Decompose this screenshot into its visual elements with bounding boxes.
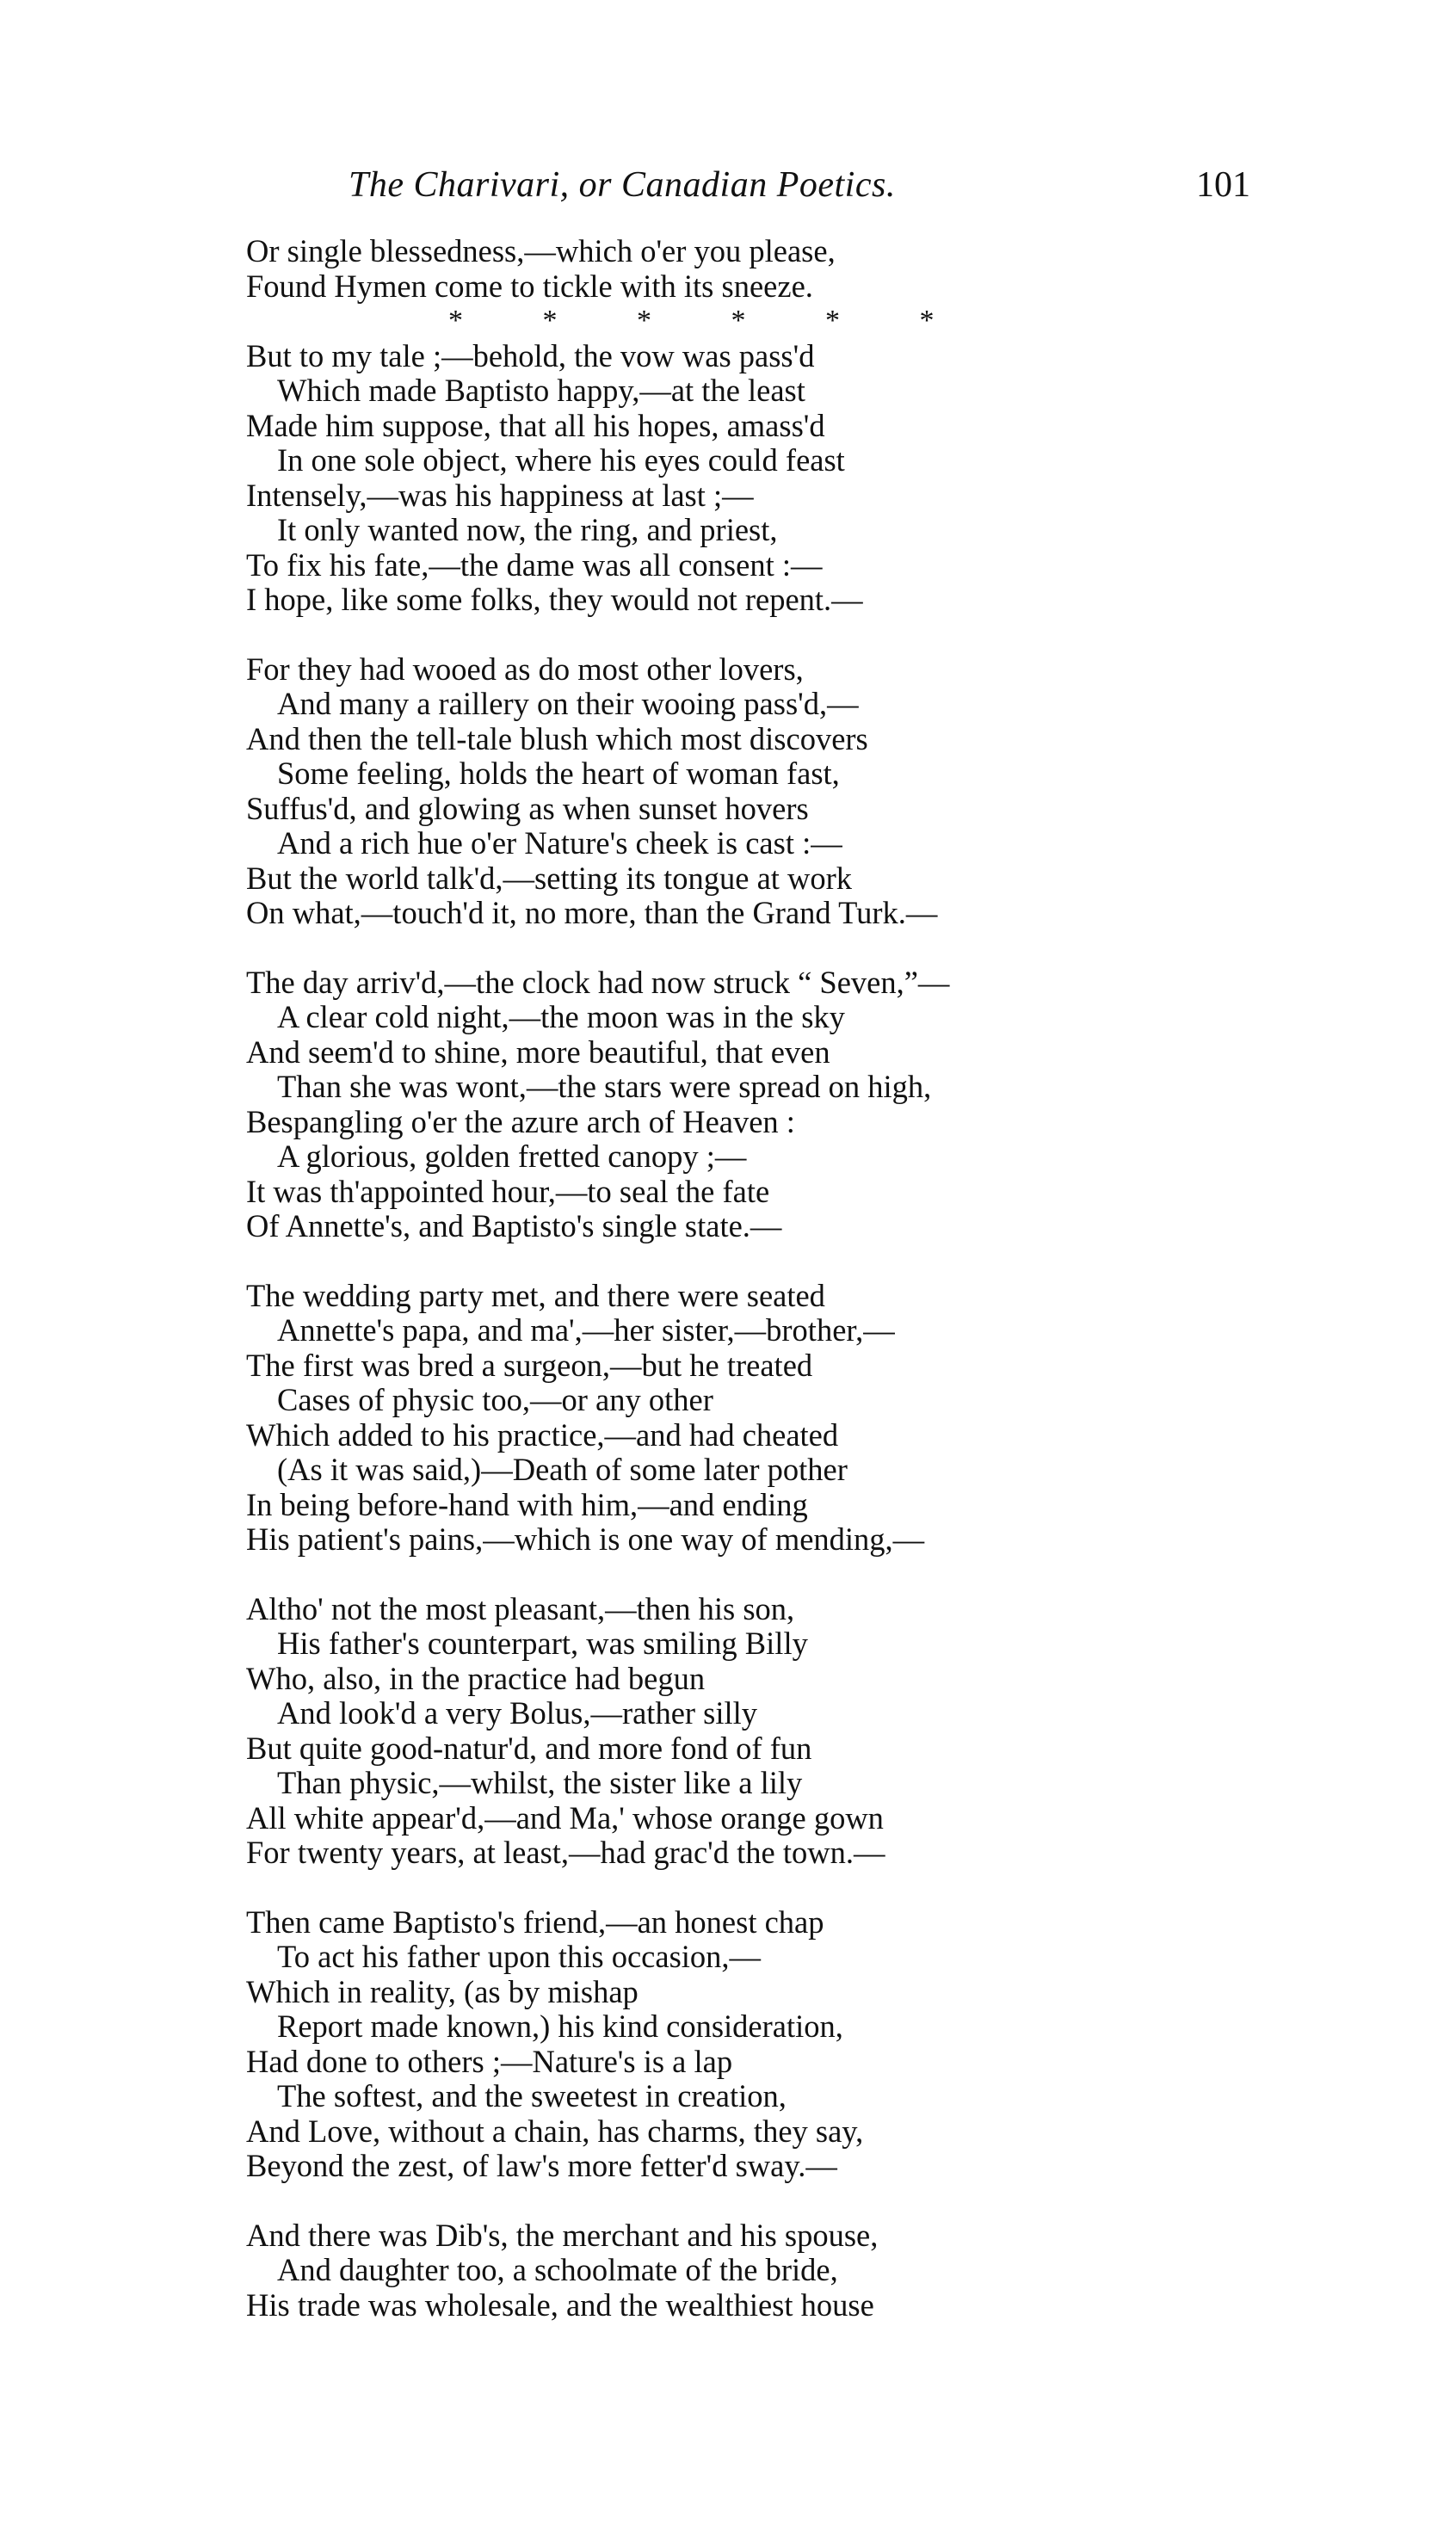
- verse-line: And Love, without a chain, has charms, they say,: [246, 2113, 864, 2149]
- verse-line: Annette's papa, and ma',—her sister,—brother,—: [277, 1312, 895, 1348]
- verse-line: Than she was wont,—the stars were spread on high,: [277, 1069, 932, 1104]
- verse-line: Beyond the zest, of law's more fetter'd sway.—: [246, 2148, 837, 2183]
- verse-line: Or single blessedness,—which o'er you please,: [246, 233, 836, 268]
- verse-line: In being before-hand with him,—and ending: [246, 1486, 808, 1522]
- verse-line: And look'd a very Bolus,—rather silly: [277, 1695, 758, 1731]
- running-head: [0, 162, 1456, 213]
- verse-line: Cases of physic too,—or any other: [277, 1382, 713, 1417]
- stanza: [246, 1279, 1236, 1558]
- stanza: [246, 652, 1236, 931]
- verse-line: To fix his fate,—the dame was all consent :—: [246, 546, 823, 583]
- verse-line: And then the tell-tale blush which most discovers: [246, 720, 868, 756]
- verse-line: But the world talk'd,—setting its tongue at work: [246, 860, 853, 896]
- verse-line: Suffus'd, and glowing as when sunset hovers: [246, 790, 809, 826]
- verse-line: But to my tale ;—behold, the vow was pass'd: [246, 337, 815, 373]
- verse-line: And many a raillery on their wooing pass'd,—: [277, 686, 859, 721]
- verse-line: To act his father upon this occasion,—: [277, 1939, 762, 1974]
- verse-line: The first was bred a surgeon,—but he treated: [246, 1347, 813, 1383]
- stanza: [246, 966, 1236, 1244]
- verse-line: A glorious, golden fretted canopy ;—: [277, 1138, 747, 1174]
- verse-line: Then came Baptisto's friend,—an honest chap: [246, 1904, 824, 1940]
- stanza: [246, 339, 1236, 618]
- verse-line: It only wanted now, the ring, and priest,: [277, 512, 778, 547]
- verse-line: The day arriv'd,—the clock had now struck “ Seven,”—: [246, 964, 950, 1000]
- verse-line: The softest, and the sweetest in creation,: [277, 2078, 787, 2113]
- verse-line: Had done to others ;—Nature's is a lap: [246, 2043, 733, 2079]
- verse-line: His trade was wholesale, and the wealthiest house: [246, 2286, 874, 2323]
- verse-line: Of Annette's, and Baptisto's single state.—: [246, 1208, 782, 1243]
- verse-line: And daughter too, a schoolmate of the bride,: [277, 2252, 838, 2287]
- verse-line: I hope, like some folks, they would not repent.—: [246, 582, 863, 617]
- verse-line: And a rich hue o'er Nature's cheek is cast :—: [277, 825, 842, 861]
- verse-line: Bespangling o'er the azure arch of Heaven :: [246, 1103, 795, 1139]
- verse-line: Report made known,) his kind consideration,: [277, 2008, 843, 2044]
- verse-line: Which made Baptisto happy,—at the least: [277, 373, 805, 408]
- verse-line: On what,—touch'd it, no more, than the Grand Turk.—: [246, 895, 938, 930]
- verse-line: Intensely,—was his happiness at last ;—: [246, 477, 754, 513]
- stanza: [246, 2218, 1236, 2323]
- asterism-ornament: * * * * * *: [448, 305, 971, 336]
- verse-line: And there was Dib's, the merchant and his spouse,: [246, 2217, 879, 2253]
- verse-line: Made him suppose, that all his hopes, amass'd: [246, 407, 825, 443]
- verse-line: Altho' not the most pleasant,—then his son,: [246, 1590, 795, 1626]
- verse-line: (As it was said,)—Death of some later pother: [277, 1452, 848, 1487]
- verse-line: For twenty years, at least,—had grac'd the town.—: [246, 1835, 885, 1870]
- verse-line: Found Hymen come to tickle with its sneeze.: [246, 268, 813, 304]
- verse-line: And seem'd to shine, more beautiful, that even: [246, 1034, 830, 1070]
- verse-line: For they had wooed as do most other lovers,: [246, 651, 804, 687]
- verse-line: Than physic,—whilst, the sister like a lily: [277, 1765, 803, 1800]
- running-title: The Charivari, or Canadian Poetics.: [349, 165, 896, 205]
- verse-line: Some feeling, holds the heart of woman fast,: [277, 756, 840, 791]
- verse-line: Which in reality, (as by mishap: [246, 1973, 639, 2009]
- verse-line: His patient's pains,—which is one way of mending,—: [246, 1521, 925, 1557]
- poem-body: [246, 234, 1236, 2323]
- page-number: 101: [1196, 165, 1250, 205]
- verse-line: Which added to his practice,—and had cheated: [246, 1416, 839, 1453]
- verse-line: All white appear'd,—and Ma,' whose orange gown: [246, 1799, 884, 1836]
- verse-line: The wedding party met, and there were seated: [246, 1277, 825, 1313]
- verse-line: Who, also, in the practice had begun: [246, 1660, 706, 1696]
- stanza: [246, 1592, 1236, 1871]
- verse-line: A clear cold night,—the moon was in the sky: [277, 999, 845, 1034]
- verse-line: But quite good-natur'd, and more fond of fun: [246, 1730, 812, 1766]
- section-break: [246, 304, 1236, 339]
- stanza: [246, 234, 1236, 304]
- verse-line: In one sole object, where his eyes could feast: [277, 442, 845, 478]
- stanza: [246, 1905, 1236, 2184]
- verse-line: It was th'appointed hour,—to seal the fate: [246, 1173, 770, 1209]
- verse-line: His father's counterpart, was smiling Billy: [277, 1626, 808, 1661]
